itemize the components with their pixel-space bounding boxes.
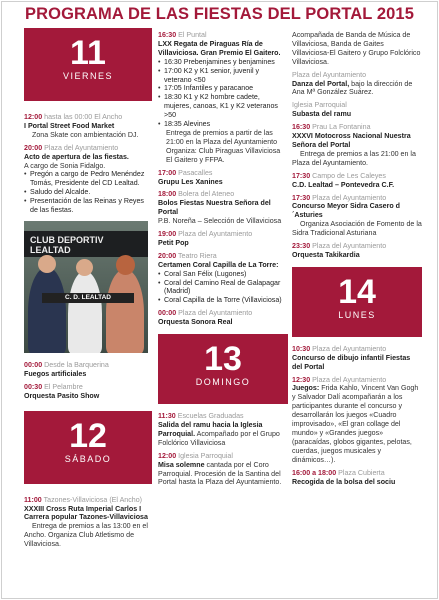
list-item: • Coral San Félix (Lugones) xyxy=(158,270,288,279)
day-name: LUNES xyxy=(338,309,376,320)
event-time: 20:00 xyxy=(158,251,177,260)
event-fuegos xyxy=(24,361,152,379)
column-1 xyxy=(24,28,152,553)
event-time: 17:30 xyxy=(292,193,311,202)
event-time: 23:30 xyxy=(292,242,311,251)
event-bolos xyxy=(158,190,288,226)
event-takikardia xyxy=(292,242,422,260)
event-name: Fuegos artificiales xyxy=(24,369,87,378)
event-street-food xyxy=(24,113,152,140)
event-place: Plaza del Ayuntamiento xyxy=(178,309,253,318)
event-name: C.D. Lealtad – Pontevedra C.F. xyxy=(292,180,395,189)
event-name: Orquesta Takikardia xyxy=(292,250,360,259)
event-desc: Entrega de premios a las 21:00 en la Plaza del Ayuntamiento. xyxy=(292,149,416,167)
column-2 xyxy=(158,31,288,491)
event-desc: A cargo de Sonia Fidalgo. xyxy=(24,161,106,170)
event-juegos xyxy=(292,376,422,465)
event-name: Juegos: xyxy=(292,384,320,393)
event-list xyxy=(158,270,288,306)
event-name: Certamen Coral Capilla de La Torre: xyxy=(158,260,279,269)
event-time: 18:00 xyxy=(158,190,177,199)
event-desc: Zona Skate con ambientación DJ. xyxy=(32,130,139,139)
event-place: hasta las 00:00 El Ancho xyxy=(44,113,123,121)
person-2-head xyxy=(76,259,93,276)
event-place: Teatro Riera xyxy=(178,251,217,260)
event-place: El Puntal xyxy=(178,31,207,39)
event-time: 17:30 xyxy=(292,171,311,180)
day-number: 11 xyxy=(70,34,106,72)
event-name: Misa solemne xyxy=(158,460,205,469)
event-sonora-real xyxy=(158,309,288,327)
event-time: 20:00 xyxy=(24,143,43,152)
team-photo xyxy=(24,221,148,353)
event-desc: Entrega de premios a las 13:00 en el Ancho. Organiza Club Atletismo de Villaviciosa. xyxy=(24,522,148,549)
event-xanines xyxy=(158,169,288,187)
event-place: Plaza Cubierta xyxy=(338,468,385,477)
day-name: VIERNES xyxy=(62,71,113,81)
event-name: Concurso Meyor Sidra Casero d´Asturies xyxy=(292,202,401,220)
event-name: LXX Regata de Piraguas Ría de Villaviciosa. Gran Premio El Gaitero. xyxy=(158,39,281,57)
event-list xyxy=(158,58,288,129)
event-time: 11:30 xyxy=(158,412,176,421)
event-name: XXXVI Motocross Nacional Nuestra Señora del Portal xyxy=(292,132,411,149)
event-danza xyxy=(292,71,422,98)
event-list xyxy=(24,170,152,215)
event-place: Plaza del Ayuntamiento xyxy=(292,70,367,79)
list-item: • 17:00 K2 y K1 senior, juvenil y veterano <50 xyxy=(158,67,288,85)
day-header-11 xyxy=(24,28,152,101)
event-time: 17:00 xyxy=(158,168,177,177)
event-name: Danza del Portal, xyxy=(292,79,350,88)
event-name: Orquesta Pasito Show xyxy=(24,391,100,400)
event-place: Plaza del Ayuntamiento xyxy=(178,230,253,239)
event-place: Desde la Barquerina xyxy=(44,360,109,369)
event-bolsa-sociu xyxy=(292,469,422,487)
event-place: Prau La Fontanina xyxy=(312,123,371,132)
event-time: 00:00 xyxy=(24,360,43,369)
event-place: Escuelas Graduadas xyxy=(177,412,244,421)
event-name: I Portal Street Food Market xyxy=(24,121,115,130)
list-item: • 17:05 Infantiles y paracanoe xyxy=(158,84,288,93)
event-time: 00:00 xyxy=(158,309,177,318)
event-desc: Entrega de premios a partir de las 21:00 en la Plaza del Ayuntamiento Organiza: Club Piraguas Villaviciosa El Gaitero y FFPA. xyxy=(166,128,281,164)
event-desc: cantada por el Coro Parroquial. Procesión de la Santina del Portal hasta la Plaza del Ayuntamiento. xyxy=(158,460,282,487)
person-1 xyxy=(28,267,66,353)
banner-text: LEALTAD xyxy=(30,244,71,255)
event-misa xyxy=(158,452,288,488)
event-cross xyxy=(24,496,152,549)
event-place: Campo de Les Caleyes xyxy=(312,171,386,180)
event-desc: Acompañado por el Grupo Folclórico Villaviciosa xyxy=(158,429,280,447)
event-apertura xyxy=(24,144,152,215)
event-pasito xyxy=(24,383,152,401)
event-dibujo xyxy=(292,345,422,372)
event-desc: Frida Kahlo, Vincent Van Gogh y Salvador Dalí acompañarán a los participantes durante el concurso y desarrollarán los juegos «Cuadro improvisado», «El gran collage del mundo» y «Grandes juegos» (paracaídas, globos gigantes, pelotas, cuerdas, juegos musicales y dinámicos…). xyxy=(292,384,419,464)
event-desc: Acompañada de Banda de Música de Villaviciosa, Banda de Gaites Villaviciosa-El Gaitero y Grupo Folclórico Villaviciosa. xyxy=(292,31,421,66)
event-time: 11:00 xyxy=(24,495,42,504)
event-name: Bolos Fiestas Nuestra Señora del Portal xyxy=(158,199,271,217)
event-name: Subasta del ramu xyxy=(292,110,352,119)
photo-banner xyxy=(24,231,148,257)
banner-text: CLUB DEPORTIV xyxy=(30,234,104,245)
event-name: Grupu Les Xanines xyxy=(158,177,223,186)
event-lealtad-pontevedra xyxy=(292,172,422,190)
event-subasta xyxy=(292,101,422,119)
event-regata xyxy=(158,31,288,165)
list-item: • Saludo del Alcalde. xyxy=(24,188,152,197)
event-place: El Pelambre xyxy=(44,382,83,391)
event-time: 16:30 xyxy=(158,31,177,39)
event-time: 12:00 xyxy=(158,451,177,460)
list-item: • Coral Capilla de la Torre (Villaviciosa) xyxy=(158,296,288,305)
page-title: PROGRAMA DE LAS FIESTAS DEL PORTAL 2015 xyxy=(25,5,414,23)
event-desc: Organiza Asociación de Fomento de la Sidra Tradicional Asturiana xyxy=(292,220,422,238)
day-name: SÁBADO xyxy=(64,453,112,464)
day-header-14 xyxy=(292,267,422,337)
person-1-head xyxy=(38,255,56,273)
event-name: Petit Pop xyxy=(158,238,189,247)
person-2 xyxy=(68,271,102,353)
event-place: Pasacalles xyxy=(178,168,213,177)
event-desc: P.B. Noreña – Selección de Villaviciosa xyxy=(158,217,282,226)
day-name: DOMINGO xyxy=(195,377,251,388)
event-name: Recogida de la bolsa del sociu xyxy=(292,477,396,486)
event-desc: bajo la dirección de Ana Mª González Suárez. xyxy=(292,79,413,97)
event-time: 12:00 xyxy=(24,113,43,121)
event-name: Acto de apertura de las fiestas. xyxy=(24,152,129,161)
event-name: Concurso de dibujo infantil Fiestas del Portal xyxy=(292,353,411,371)
event-motocross xyxy=(292,123,422,168)
day-number: 13 xyxy=(204,340,242,379)
team-scarf: C. D. LEALTAD xyxy=(42,293,134,303)
list-item: • 18:35 Alevines xyxy=(158,120,288,129)
event-time: 16:30 xyxy=(292,123,311,132)
day-header-12 xyxy=(24,411,152,484)
day-number: 12 xyxy=(69,416,107,455)
event-name: XXXIII Cross Ruta Imperial Carlos I Carrera popular Tazones-Villaviciosa xyxy=(24,504,148,522)
list-item: • Pregón a cargo de Pedro Menéndez Tomás, Presidente del CD Lealtad. xyxy=(24,170,152,188)
event-place: Plaza del Ayuntamiento xyxy=(312,375,387,384)
person-3-head xyxy=(116,255,135,275)
event-place: Plaza del Ayuntamiento xyxy=(312,193,387,202)
event-place: Bolera del Ateneo xyxy=(178,190,235,199)
event-certamen-coral xyxy=(158,252,288,305)
event-time: 00:30 xyxy=(24,382,43,391)
event-place: Iglesia Parroquial xyxy=(292,101,347,110)
day-number: 14 xyxy=(338,272,376,311)
event-place: Tazones-Villaviciosa (El Ancho) xyxy=(43,495,143,504)
event-time: 12:30 xyxy=(292,375,311,384)
event-sidra xyxy=(292,194,422,239)
list-item: • Coral del Camino Real de Galapagar (Madrid) xyxy=(158,279,288,297)
event-name: Salida del ramu hacia la Iglesia Parroquial. xyxy=(158,421,263,438)
event-time: 10:30 xyxy=(292,344,311,353)
column-3 xyxy=(292,31,422,490)
event-place: Iglesia Parroquial xyxy=(178,451,233,460)
person-3 xyxy=(106,269,144,353)
day-header-13 xyxy=(158,334,288,404)
event-acompanada xyxy=(292,31,422,67)
event-place: Plaza del Ayuntamiento xyxy=(312,344,387,353)
event-petit-pop xyxy=(158,230,288,248)
list-item: • Presentación de las Reinas y Reyes de las fiestas. xyxy=(24,197,152,215)
event-time: 19:00 xyxy=(158,230,177,239)
list-item: • 16:30 Prebenjamines y benjamines xyxy=(158,58,288,67)
event-name: Orquesta Sonora Real xyxy=(158,318,233,327)
event-salida-ramu xyxy=(158,412,288,448)
event-place: Plaza del Ayuntamiento xyxy=(312,242,387,251)
event-place: Plaza del Ayuntamiento xyxy=(44,143,119,152)
event-time: 16:00 a 18:00 xyxy=(292,468,337,477)
list-item: • 18:30 K1 y K2 hombre cadete, mujeres, canoas, K1 y K2 veteranos >50 xyxy=(158,93,288,120)
